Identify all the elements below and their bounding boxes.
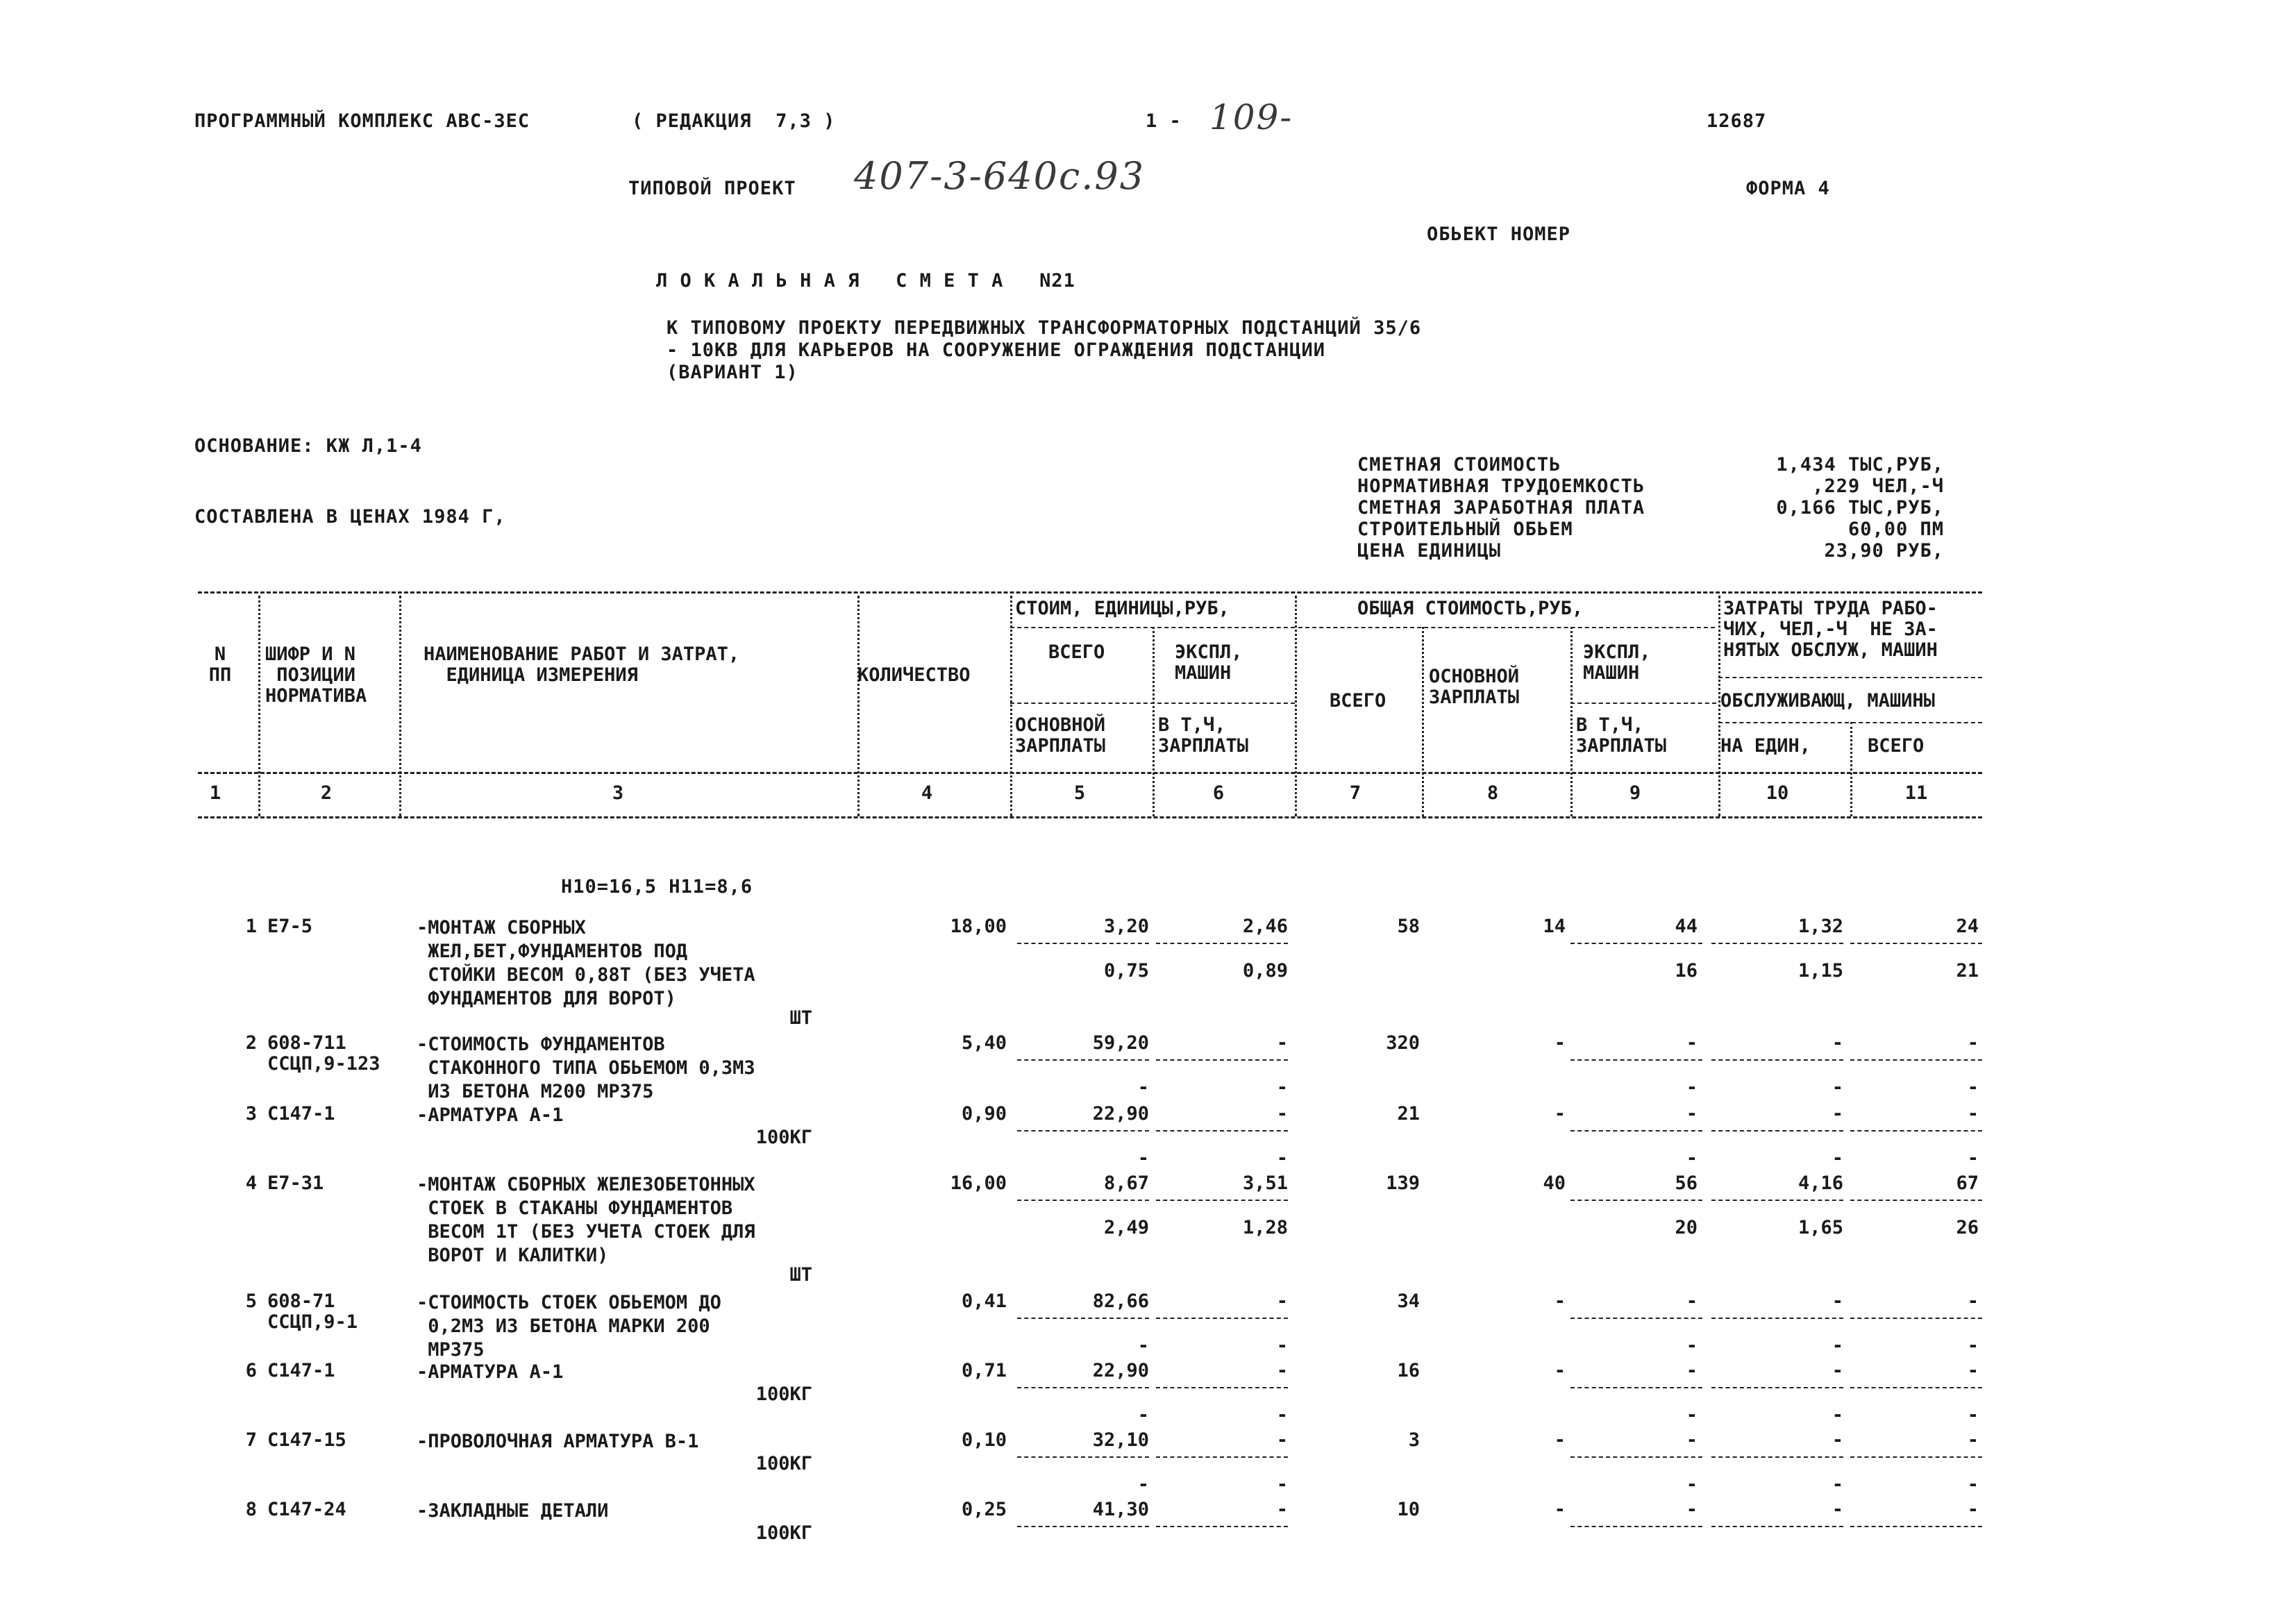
cell-rule	[1711, 1059, 1843, 1061]
row-labor-unit: -	[1832, 1499, 1843, 1520]
row-total-wages: -	[1554, 1103, 1566, 1125]
col-9-top-header: ЭКСПЛ, МАШИН	[1583, 641, 1651, 684]
cell-rule	[1156, 1130, 1288, 1132]
cell-rule	[1017, 1526, 1149, 1527]
row-machine-wages: 20	[1675, 1217, 1698, 1238]
row-quantity: 0,71	[961, 1360, 1007, 1381]
cell-rule	[1017, 1200, 1149, 1201]
row-number: 3	[245, 1103, 257, 1125]
header-separator	[399, 596, 401, 816]
doc-number: 12687	[1707, 110, 1767, 132]
row-unit-machines: -	[1276, 1499, 1288, 1520]
total-cost-header: ОБЩАЯ СТОИМОСТЬ,РУБ,	[1357, 598, 1584, 619]
cell-rule	[1850, 1456, 1982, 1458]
row-unit: 100КГ	[755, 1384, 812, 1405]
row-quantity: 16,00	[950, 1172, 1007, 1194]
col-2-header: ШИФР И N ПОЗИЦИИ НОРМАТИВА	[265, 644, 367, 707]
cell-rule	[1850, 1059, 1982, 1061]
cell-rule	[1156, 943, 1288, 944]
row-number: 7	[245, 1429, 257, 1451]
col-6-bottom-header: В Т,Ч, ЗАРПЛАТЫ	[1158, 714, 1249, 757]
row-code: 608-711 ССЦП,9-123	[267, 1032, 380, 1075]
row-total-machines: -	[1686, 1499, 1698, 1520]
cell-rule	[1570, 1456, 1702, 1458]
header-separator	[1422, 627, 1424, 816]
prices-year: СОСТАВЛЕНА В ЦЕНАХ 1984 Г,	[194, 506, 506, 528]
cell-rule	[1017, 1318, 1149, 1319]
title-line-1: К ТИПОВОМУ ПРОЕКТУ ПЕРЕДВИЖНЫХ ТРАНСФОРМАТОРНЫХ ПОДСТАНЦИЙ 35/6	[667, 317, 1422, 339]
row-name: -СТОИМОСТЬ СТОЕК ОБЬЕМОМ ДО 0,2М3 ИЗ БЕТОНА МАРКИ 200 МРЗ75	[417, 1292, 721, 1361]
row-labor-total: -	[1967, 1499, 1979, 1520]
cell-rule	[1570, 1387, 1702, 1388]
page-prefix: 1 -	[1146, 110, 1182, 132]
row-labor-unit: -	[1832, 1290, 1843, 1312]
row-unit-total: 22,90	[1092, 1103, 1149, 1125]
title-line-2: - 10КВ ДЛЯ КАРЬЕРОВ НА СООРУЖЕНИЕ ОГРАЖДЕНИЯ ПОДСТАНЦИИ	[667, 339, 1326, 361]
column-number: 3	[612, 782, 624, 804]
row-unit-machine-wages: -	[1276, 1335, 1288, 1356]
row-labor-total: 67	[1956, 1172, 1979, 1194]
row-unit-machine-wages: -	[1276, 1077, 1288, 1098]
cell-rule	[1850, 1200, 1982, 1201]
row-total-wages: -	[1554, 1360, 1566, 1381]
row-machine-wages: -	[1686, 1077, 1698, 1098]
summary-label: СМЕТНАЯ ЗАРАБОТНАЯ ПЛАТА	[1357, 497, 1645, 519]
column-number: 6	[1212, 782, 1225, 804]
row-labor-total: -	[1967, 1103, 1979, 1125]
header-separator	[1010, 596, 1012, 816]
row-unit: 100КГ	[755, 1127, 812, 1148]
row-total-wages: 40	[1543, 1172, 1566, 1194]
row-unit-machines: -	[1276, 1103, 1288, 1125]
col-7-header: ВСЕГО	[1330, 690, 1386, 712]
object-label: ОБЬЕКТ НОМЕР	[1427, 224, 1571, 245]
row-unit-machines: 3,51	[1242, 1172, 1288, 1194]
cell-rule	[1570, 943, 1702, 944]
program-name: ПРОГРАММНЫЙ КОМПЛЕКС АВС-ЗЕС	[194, 110, 530, 132]
row-unit-machines: -	[1276, 1032, 1288, 1054]
row-unit-wages: -	[1137, 1404, 1149, 1426]
row-total-machines: -	[1686, 1360, 1698, 1381]
summary-label: СТРОИТЕЛЬНЫЙ ОБЬЕМ	[1357, 519, 1573, 540]
cell-rule	[1850, 1387, 1982, 1388]
cell-rule	[1570, 1059, 1702, 1061]
row-machine-labor-unit: -	[1832, 1147, 1843, 1169]
cell-rule	[1156, 1318, 1288, 1319]
row-unit: 100КГ	[755, 1453, 812, 1474]
row-labor-total: -	[1967, 1429, 1979, 1451]
basis: ОСНОВАНИЕ: КЖ Л,1-4	[194, 435, 422, 457]
header-separator	[1850, 722, 1852, 816]
header-separator	[258, 596, 260, 816]
row-name: -ПРОВОЛОЧНАЯ АРМАТУРА В-1	[417, 1431, 699, 1452]
row-quantity: 0,10	[961, 1429, 1007, 1451]
row-total-machines: 44	[1675, 916, 1698, 937]
header-rule-top	[198, 591, 1982, 594]
row-total: 58	[1397, 916, 1420, 937]
row-code: С147-1	[267, 1360, 335, 1381]
row-machine-labor-unit: -	[1832, 1335, 1843, 1356]
row-code: С147-24	[267, 1499, 346, 1520]
row-unit-total: 32,10	[1092, 1429, 1149, 1451]
row-machine-labor-total: -	[1967, 1474, 1979, 1495]
header-separator	[1295, 596, 1297, 816]
row-machine-labor-total: -	[1967, 1404, 1979, 1426]
row-name: -АРМАТУРА А-1	[417, 1104, 564, 1126]
row-number: 1	[245, 916, 257, 937]
project-label: ТИПОВОЙ ПРОЕКТ	[628, 178, 796, 199]
summary-label: НОРМАТИВНАЯ ТРУДОЕМКОСТЬ	[1357, 476, 1645, 497]
row-machine-labor-unit: 1,65	[1798, 1217, 1843, 1238]
row-unit: ШТ	[789, 1007, 812, 1029]
cell-rule	[1156, 1456, 1288, 1458]
row-total: 16	[1397, 1360, 1420, 1381]
summary-label: ЦЕНА ЕДИНИЦЫ	[1357, 540, 1502, 562]
cell-rule	[1570, 1318, 1702, 1319]
row-total-machines: -	[1686, 1032, 1698, 1054]
total-cost-rule	[1298, 627, 1715, 628]
row-unit-machines: -	[1276, 1360, 1288, 1381]
row-code: 608-71 ССЦП,9-1	[267, 1290, 358, 1333]
header-separator	[857, 596, 860, 816]
row-unit-total: 3,20	[1103, 916, 1149, 937]
header-rule-mid	[198, 772, 1982, 774]
cell-rule	[1156, 1526, 1288, 1527]
project-number-handwritten: 407-3-640с.93	[854, 154, 1146, 198]
cell-rule	[1711, 943, 1843, 944]
row-machine-wages: -	[1686, 1404, 1698, 1426]
col-1-header: N ПП	[208, 644, 232, 686]
col-9-split-rule	[1570, 703, 1716, 704]
row-name: -ЗАКЛАДНЫЕ ДЕТАЛИ	[417, 1500, 609, 1522]
coefficients: Н10=16,5 Н11=8,6	[561, 876, 753, 898]
column-number: 5	[1073, 782, 1086, 804]
cell-rule	[1711, 1130, 1843, 1132]
cell-rule	[1850, 1130, 1982, 1132]
cell-rule	[1711, 1387, 1843, 1388]
row-code: С147-15	[267, 1429, 346, 1451]
row-number: 8	[245, 1499, 257, 1520]
header-separator	[1570, 627, 1573, 816]
column-number: 4	[921, 782, 933, 804]
row-unit-machines: -	[1276, 1429, 1288, 1451]
row-number: 4	[245, 1172, 257, 1194]
row-name: -МОНТАЖ СБОРНЫХ ЖЕЛЕЗОБЕТОННЫХ СТОЕК В СТАКАНЫ ФУНДАМЕНТОВ ВЕСОМ 1Т (БЕЗ УЧЕТА СТОЕК ДЛЯ ВОРОТ И КАЛИТКИ)	[417, 1174, 755, 1266]
row-total: 139	[1386, 1172, 1420, 1194]
header-separator	[1153, 627, 1155, 816]
header-rule-bottom	[198, 816, 1982, 818]
row-number: 5	[245, 1290, 257, 1312]
row-machine-labor-total: 21	[1956, 960, 1979, 982]
row-machine-wages: -	[1686, 1335, 1698, 1356]
row-unit-wages: 2,49	[1103, 1217, 1149, 1238]
labor-header: ЗАТРАТЫ ТРУДА РАБО- ЧИХ, ЧЕЛ,-Ч НЕ ЗА- НЯТЫХ ОБСЛУЖ, МАШИН	[1723, 598, 1938, 661]
row-unit-machine-wages: -	[1276, 1147, 1288, 1169]
row-labor-total: -	[1967, 1290, 1979, 1312]
row-machine-labor-total: -	[1967, 1147, 1979, 1169]
row-total-wages: -	[1554, 1429, 1566, 1451]
col-5-top-header: ВСЕГО	[1048, 641, 1105, 663]
col-6-top-header: ЭКСПЛ, МАШИН	[1175, 641, 1243, 684]
row-unit-machines: 2,46	[1242, 916, 1288, 937]
row-unit-machine-wages: 0,89	[1242, 960, 1288, 982]
summary-value: 60,00 ПМ	[1847, 519, 1944, 540]
summary-value: 1,434 ТЫС,РУБ,	[1776, 454, 1944, 476]
row-code: С147-1	[267, 1103, 335, 1125]
row-labor-unit: -	[1832, 1032, 1843, 1054]
row-unit-machine-wages: -	[1276, 1404, 1288, 1426]
col-4-header: КОЛИЧЕСТВО	[857, 664, 971, 686]
row-number: 2	[245, 1032, 257, 1054]
row-total-wages: -	[1554, 1032, 1566, 1054]
row-labor-unit: -	[1832, 1103, 1843, 1125]
cell-rule	[1850, 1526, 1982, 1527]
row-unit-wages: -	[1137, 1474, 1149, 1495]
row-unit-wages: -	[1137, 1147, 1149, 1169]
row-labor-unit: 1,32	[1798, 916, 1843, 937]
form-label: ФОРМА 4	[1746, 178, 1830, 199]
row-code: Е7-31	[267, 1172, 324, 1194]
row-quantity: 0,90	[961, 1103, 1007, 1125]
labor-sub-rule	[1718, 722, 1982, 723]
row-labor-unit: -	[1832, 1429, 1843, 1451]
summary-value: 23,90 РУБ,	[1824, 540, 1944, 562]
row-unit-wages: -	[1137, 1335, 1149, 1356]
summary-label: СМЕТНАЯ СТОИМОСТЬ	[1357, 454, 1561, 476]
row-total-machines: -	[1686, 1103, 1698, 1125]
cell-rule	[1711, 1200, 1843, 1201]
column-number: 7	[1349, 782, 1361, 804]
row-name: -СТОИМОСТЬ ФУНДАМЕНТОВ СТАКОННОГО ТИПА ОБЬЕМОМ 0,3М3 ИЗ БЕТОНА М200 МРЗ75	[417, 1034, 755, 1102]
row-unit-machine-wages: 1,28	[1242, 1217, 1288, 1238]
labor-rule	[1718, 677, 1982, 678]
col-11-header: ВСЕГО	[1868, 735, 1925, 757]
cell-rule	[1017, 943, 1149, 944]
col-5-bottom-header: ОСНОВНОЙ ЗАРПЛАТЫ	[1015, 714, 1106, 757]
labor-sub-header: ОБСЛУЖИВАЮЩ, МАШИНЫ	[1720, 690, 1935, 712]
row-total: 3	[1408, 1429, 1420, 1451]
row-quantity: 5,40	[961, 1032, 1007, 1054]
row-labor-total: -	[1967, 1032, 1979, 1054]
row-machine-labor-unit: 1,15	[1798, 960, 1843, 982]
row-machine-labor-total: 26	[1956, 1217, 1979, 1238]
row-labor-total: 24	[1956, 916, 1979, 937]
cell-rule	[1017, 1130, 1149, 1132]
row-total: 21	[1397, 1103, 1420, 1125]
cell-rule	[1570, 1200, 1702, 1201]
row-labor-unit: -	[1832, 1360, 1843, 1381]
summary-value: ,229 ЧЕЛ,-Ч	[1812, 476, 1944, 497]
col-8-header: ОСНОВНОЙ ЗАРПЛАТЫ	[1429, 666, 1520, 708]
row-total: 320	[1386, 1032, 1420, 1054]
row-unit: 100КГ	[755, 1522, 812, 1544]
row-unit-wages: 0,75	[1103, 960, 1149, 982]
col-10-header: НА ЕДИН,	[1720, 735, 1811, 757]
title-line-3: (ВАРИАНТ 1)	[667, 362, 798, 383]
row-labor-total: -	[1967, 1360, 1979, 1381]
cell-rule	[1017, 1456, 1149, 1458]
row-unit-wages: -	[1137, 1077, 1149, 1098]
row-quantity: 0,25	[961, 1499, 1007, 1520]
cell-rule	[1711, 1318, 1843, 1319]
cell-rule	[1156, 1200, 1288, 1201]
row-machine-wages: -	[1686, 1474, 1698, 1495]
row-number: 6	[245, 1360, 257, 1381]
row-machine-labor-unit: -	[1832, 1404, 1843, 1426]
row-total-wages: -	[1554, 1290, 1566, 1312]
cell-rule	[1850, 943, 1982, 944]
row-unit-machine-wages: -	[1276, 1474, 1288, 1495]
row-quantity: 18,00	[950, 916, 1007, 937]
row-machine-labor-total: -	[1967, 1077, 1979, 1098]
row-quantity: 0,41	[961, 1290, 1007, 1312]
row-unit-machines: -	[1276, 1290, 1288, 1312]
row-unit-total: 8,67	[1103, 1172, 1149, 1194]
cell-rule	[1570, 1526, 1702, 1527]
cell-rule	[1850, 1318, 1982, 1319]
column-number: 9	[1629, 782, 1641, 804]
unit-cost-header: СТОИМ, ЕДИНИЦЫ,РУБ,	[1015, 598, 1230, 619]
cell-rule	[1156, 1059, 1288, 1061]
column-number: 8	[1486, 782, 1499, 804]
unit-cost-rule	[1010, 627, 1295, 628]
estimate-title: Л О К А Л Ь Н А Я С М Е Т А N21	[656, 270, 1075, 292]
row-unit-total: 22,90	[1092, 1360, 1149, 1381]
row-unit-total: 82,66	[1092, 1290, 1149, 1312]
row-machine-labor-unit: -	[1832, 1077, 1843, 1098]
row-name: -МОНТАЖ СБОРНЫХ ЖЕЛ,БЕТ,ФУНДАМЕНТОВ ПОД СТОЙКИ ВЕСОМ 0,88Т (БЕЗ УЧЕТА ФУНДАМЕНТОВ ДЛЯ ВОРОТ)	[417, 917, 755, 1009]
cell-rule	[1156, 1387, 1288, 1388]
row-total-machines: -	[1686, 1290, 1698, 1312]
row-total: 10	[1397, 1499, 1420, 1520]
cell-rule	[1017, 1059, 1149, 1061]
row-machine-labor-total: -	[1967, 1335, 1979, 1356]
col-3-header: НАИМЕНОВАНИЕ РАБОТ И ЗАТРАТ, ЕДИНИЦА ИЗМЕРЕНИЯ	[424, 644, 740, 686]
column-number: 1	[209, 782, 221, 804]
page-number-handwritten: 109-	[1209, 97, 1293, 137]
cell-rule	[1711, 1456, 1843, 1458]
row-unit-total: 41,30	[1092, 1499, 1149, 1520]
column-number: 10	[1766, 782, 1789, 804]
row-total-machines: 56	[1675, 1172, 1698, 1194]
row-machine-labor-unit: -	[1832, 1474, 1843, 1495]
column-number: 11	[1904, 782, 1928, 804]
row-machine-wages: 16	[1675, 960, 1698, 982]
row-total-wages: 14	[1543, 916, 1566, 937]
col-9-bottom-header: В Т,Ч, ЗАРПЛАТЫ	[1576, 714, 1667, 757]
row-labor-unit: 4,16	[1798, 1172, 1843, 1194]
cell-rule	[1711, 1526, 1843, 1527]
column-number: 2	[320, 782, 333, 804]
unit-cost-split-rule	[1010, 703, 1295, 704]
summary-value: 0,166 ТЫС,РУБ,	[1776, 497, 1944, 519]
row-code: Е7-5	[267, 916, 313, 937]
row-unit: ШТ	[789, 1264, 812, 1286]
cell-rule	[1570, 1130, 1702, 1132]
row-total-wages: -	[1554, 1499, 1566, 1520]
cell-rule	[1017, 1387, 1149, 1388]
row-unit-total: 59,20	[1092, 1032, 1149, 1054]
row-total-machines: -	[1686, 1429, 1698, 1451]
row-machine-wages: -	[1686, 1147, 1698, 1169]
row-name: -АРМАТУРА А-1	[417, 1361, 564, 1383]
row-total: 34	[1397, 1290, 1420, 1312]
edition: ( РЕДАКЦИЯ 7,3 )	[632, 110, 836, 132]
